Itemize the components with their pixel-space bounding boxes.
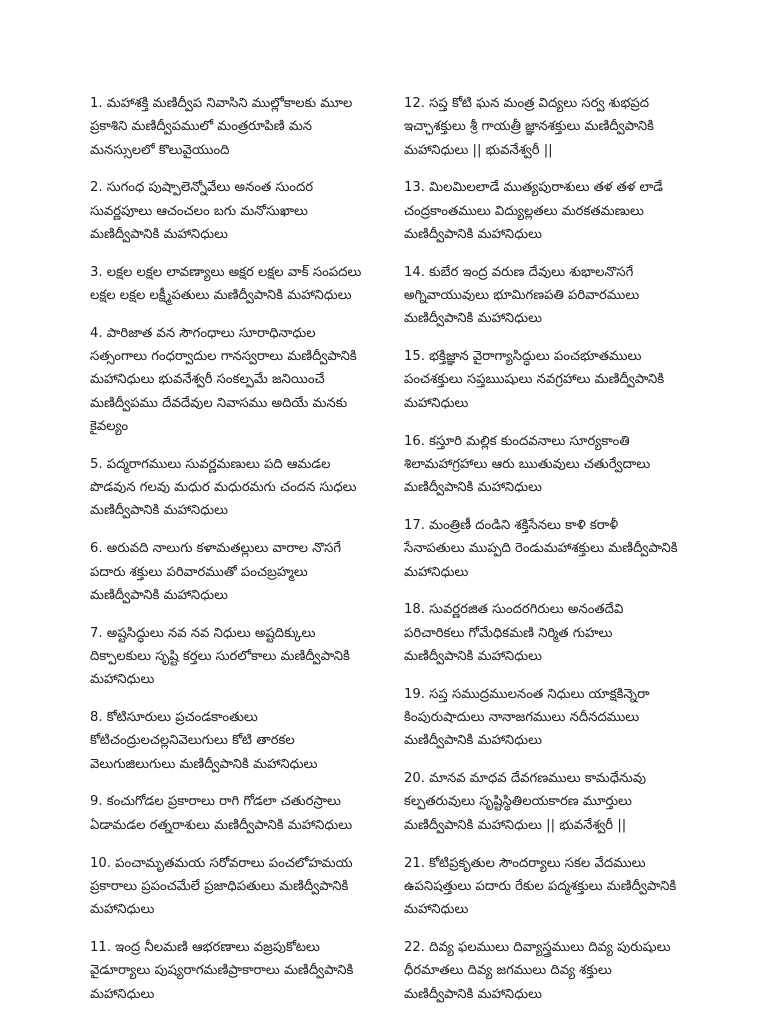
verse-line: 22. దివ్య ఫలములు దివ్యాస్త్రములు దివ్య పురుషులు [404, 939, 671, 955]
verse-line: కోటిచంద్రులచల్లనివెలుగులు కోటి తారకల [90, 733, 295, 749]
verse-line: 10. పంచామృతమయ సరోవరాలు పంచలోహమయ [90, 855, 353, 871]
verse-line: 17. మంత్రిణీ దండిని శక్తిసేనలు కాళి కరాళీ [404, 517, 619, 533]
verse-17 [404, 514, 704, 584]
verse-line: 20. మానవ మాధవ దేవగణములు కామధేనువు [404, 771, 646, 787]
verse-line: 6. అరువది నాలుగు కళామతల్లులు వారాల నొసగే [90, 541, 342, 557]
verse-21 [404, 852, 704, 922]
verse-22 [404, 936, 704, 1006]
verse-1 [90, 92, 390, 162]
verse-line: మహానిధులు భువనేశ్వరీ సంకల్పమే జనియించే [90, 372, 325, 388]
verse-line: పొడవున గలవు మధుర మధురమగు చందన సుధలు [90, 480, 357, 496]
verse-line: మణిద్వీపానికి మహానిధులు [90, 226, 228, 242]
verse-6 [90, 537, 390, 607]
verse-2 [90, 176, 390, 246]
verse-line: ప్రకాశిని మణిద్వీపములో మంత్రరూపిణి మన [90, 119, 313, 135]
verse-line: మణిద్వీపానికి మహానిధులు [404, 648, 542, 664]
verse-line: 13. మిలమిలలాడే ముత్యపురాశులు తళ తళ లాడే [404, 180, 664, 196]
verse-10 [90, 852, 390, 922]
verse-line: కల్పతరువులు సృష్టిస్థితిలయకారణ మూర్తులు [404, 794, 632, 810]
verse-line: లక్షల లక్షల లక్ష్మీపతులు మణిద్వీపానికి మహానిధులు [90, 288, 352, 304]
verse-line: దిక్పాలకులు సృష్టి కర్తలు సురలోకాలు మణిద్వీపానికి [90, 648, 350, 664]
verse-line: మహానిధులు || భువనేశ్వరీ || [404, 142, 553, 158]
verse-line: వైడూర్యాలు పుష్యరాగమణిప్రాకారాలు మణిద్వీపానికి [90, 963, 354, 979]
verse-line: ఏడామడల రత్నరాశులు మణిద్వీపానికి మహానిధులు [90, 817, 353, 833]
verse-line: 19. సప్త సముద్రములనంత నిధులు యాక్షకిన్నెరా [404, 686, 650, 702]
verse-line: మహానిధులు [90, 986, 155, 1002]
verse-line: 4. పారిజాత వన సౌగంధాలు సూరాధినాధుల [90, 325, 316, 341]
verse-line: మణిద్వీపానికి మహానిధులు [90, 587, 228, 603]
verse-line: ప్రకారాలు ప్రపంచమేలే ప్రజాధిపతులు మణిద్వీపానికి [90, 878, 349, 894]
verse-9 [90, 790, 390, 837]
verse-16 [404, 430, 704, 500]
verse-line: మణిద్వీపానికి మహానిధులు [404, 480, 542, 496]
verse-7 [90, 622, 390, 692]
verse-line: 21. కోటిప్రకృతుల సౌందర్యాలు సకల వేదములు [404, 855, 646, 871]
verse-line: పరిచారికలు గోమేధికమణి నిర్మిత గుహలు [404, 625, 613, 641]
verse-line: మణిద్వీపానికి మహానిధులు [404, 311, 542, 327]
verse-line: మనస్సులలో కొలువైయుంది [90, 142, 230, 158]
verse-line: మహానిధులు [404, 564, 469, 580]
verse-line: 1. మహాశక్తి మణిద్వీప నివాసిని ముల్లోకాలకు మూల [90, 96, 353, 111]
verse-line: పంచశక్తులు సప్తఋషులు నవగ్రహాలు మణిద్వీపానికి [404, 372, 665, 388]
right-column [404, 92, 704, 1020]
verse-18 [404, 598, 704, 668]
verse-line: మణిద్వీపము దేవదేవుల నివాసము అదియే మనకు [90, 395, 348, 411]
verse-line: 7. అష్టసిద్ధులు నవ నవ నిధులు అష్టదిక్కులు [90, 625, 316, 641]
verse-line: వెలుగుజిలుగులు మణిద్వీపానికి మహానిధులు [90, 756, 318, 772]
verse-line: సువర్ణపూలు ఆచంచలం బగు మనోసుఖాలు [90, 203, 308, 219]
verse-line: 18. సువర్ణరజిత సుందరగిరులు అనంతదేవి [404, 602, 624, 618]
verse-5 [90, 453, 390, 523]
verse-line: 9. కంచుగోడల ప్రకారాలు రాగి గోడలా చతురస్రాలు [90, 794, 341, 810]
verse-12 [404, 92, 704, 162]
verse-line: కింపురుషాదులు నానాజగములు నదీనదములు [404, 710, 640, 726]
verse-line: మణిద్వీపానికి మహానిధులు || భువనేశ్వరీ || [404, 817, 627, 833]
verse-line: కైవల్యం [90, 419, 129, 435]
verse-line: 15. భక్తిజ్ఞాన వైరాగ్యాసిద్ధులు పంచభూతములు [404, 349, 642, 365]
verse-line: 14. కుబేర ఇంద్ర వరుణ దేవులు శుభాలనొసగే [404, 264, 634, 280]
verse-line: సేనాపతులు ముప్పది రెండుమహాశక్తులు మణిద్వీపానికి [404, 541, 678, 557]
verse-8 [90, 706, 390, 776]
verse-14 [404, 261, 704, 331]
verse-line: అగ్నివాయువులు భూమిగణపతి పరివారములు [404, 288, 640, 304]
verse-19 [404, 683, 704, 753]
verse-line: మహానిధులు [90, 672, 155, 688]
verse-4 [90, 322, 390, 438]
verse-line: మణిద్వీపానికి మహానిధులు [404, 733, 542, 749]
verse-line: 5. పద్మరాగములు సువర్ణమణులు పది ఆమడల [90, 456, 331, 472]
verse-line: మణిద్వీపానికి మహానిధులు [404, 226, 542, 242]
left-column [90, 92, 390, 1020]
verse-line: 16. కస్తూరి మల్లిక కుందవనాలు సూర్యకాంతి [404, 433, 630, 449]
verse-3 [90, 261, 390, 308]
verse-line: 2. సుగంధ పుష్పాలెన్నోవేలు అనంత సుందర [90, 180, 314, 196]
verse-13 [404, 176, 704, 246]
verse-line: 3. లక్షల లక్షల లావణ్యాలు అక్షర లక్షల వాక్ సంపదలు [90, 264, 362, 280]
verse-11 [90, 936, 390, 1006]
verse-line: పదారు శక్తులు పరివారముతో పంచబ్రహ్మలు [90, 564, 308, 580]
verse-line: మహానిధులు [90, 902, 155, 918]
verse-line: 11. ఇంద్ర నీలమణి ఆభరణాలు వజ్రపుకోటలు [90, 939, 320, 955]
verse-15 [404, 345, 704, 415]
verse-line: 8. కోటిసూరులు ప్రచండకాంతులు [90, 710, 258, 726]
verse-line: చంద్రకాంతములు విద్యుల్లతలు మరకతమణులు [404, 203, 644, 219]
verse-line: మణిద్వీపానికి మహానిధులు [404, 986, 542, 1002]
verse-20 [404, 767, 704, 837]
verse-line: 12. సప్త కోటి ఘన మంత్ర విద్యలు సర్వ శుభప్రద [404, 96, 650, 111]
verse-line: మహానిధులు [404, 395, 469, 411]
verse-line: ధీరమాతలు దివ్య జగములు దివ్య శక్తులు [404, 963, 612, 979]
verse-line: మహానిధులు [404, 902, 469, 918]
verse-line: ఉపనిషత్తులు పదారు రేకుల పద్మశక్తులు మణిద్వీపానికి [404, 878, 677, 894]
verse-line: మణిద్వీపానికి మహానిధులు [90, 503, 228, 519]
verse-line: ఇచ్ఛాశక్తులు శ్రీ గాయత్రీ జ్ఞానశక్తులు మణిద్వీపానికి [404, 119, 654, 135]
verse-line: శిలామహాగ్రహాలు ఆరు ఋతువులు చతుర్వేదాలు [404, 456, 651, 472]
verse-line: సత్సంగాలు గంధర్వాదుల గానస్వరాలు మణిద్వీపానికి [90, 349, 357, 365]
